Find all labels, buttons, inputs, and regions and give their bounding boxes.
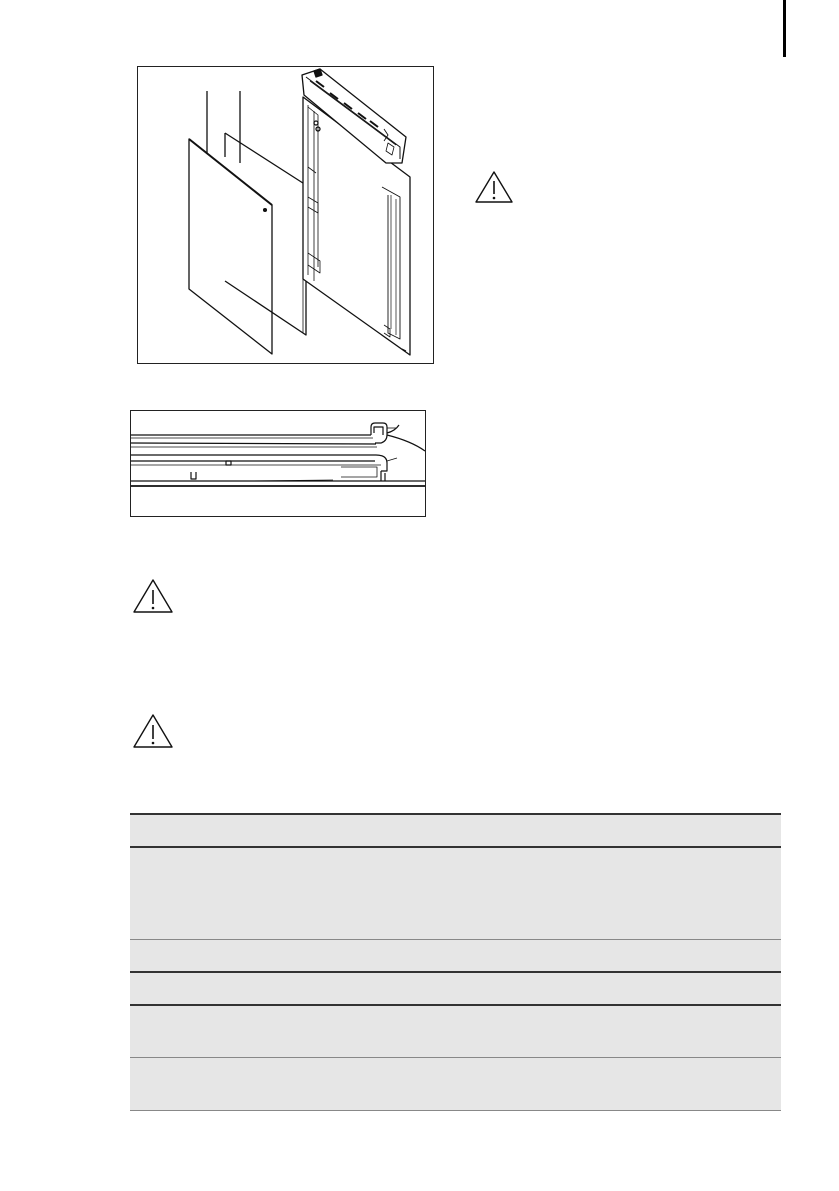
table-row <box>130 939 781 971</box>
table-row <box>130 1057 781 1110</box>
warning-triangle-icon <box>132 578 174 614</box>
warning-triangle-icon <box>474 170 514 204</box>
table-bottom-rule <box>130 1110 781 1111</box>
top-edge-bar <box>783 0 786 57</box>
table-row <box>130 846 781 939</box>
warning-triangle-icon <box>132 713 174 749</box>
door-seal-cross-section-figure <box>130 410 426 517</box>
door-glass-panels-figure <box>137 66 434 364</box>
table-header-row <box>130 971 781 1004</box>
table-header-row <box>130 813 781 846</box>
table-row <box>130 1004 781 1057</box>
oven-door-glass-exploded-diagram <box>138 67 433 363</box>
door-profile-cross-section-diagram <box>131 411 425 516</box>
